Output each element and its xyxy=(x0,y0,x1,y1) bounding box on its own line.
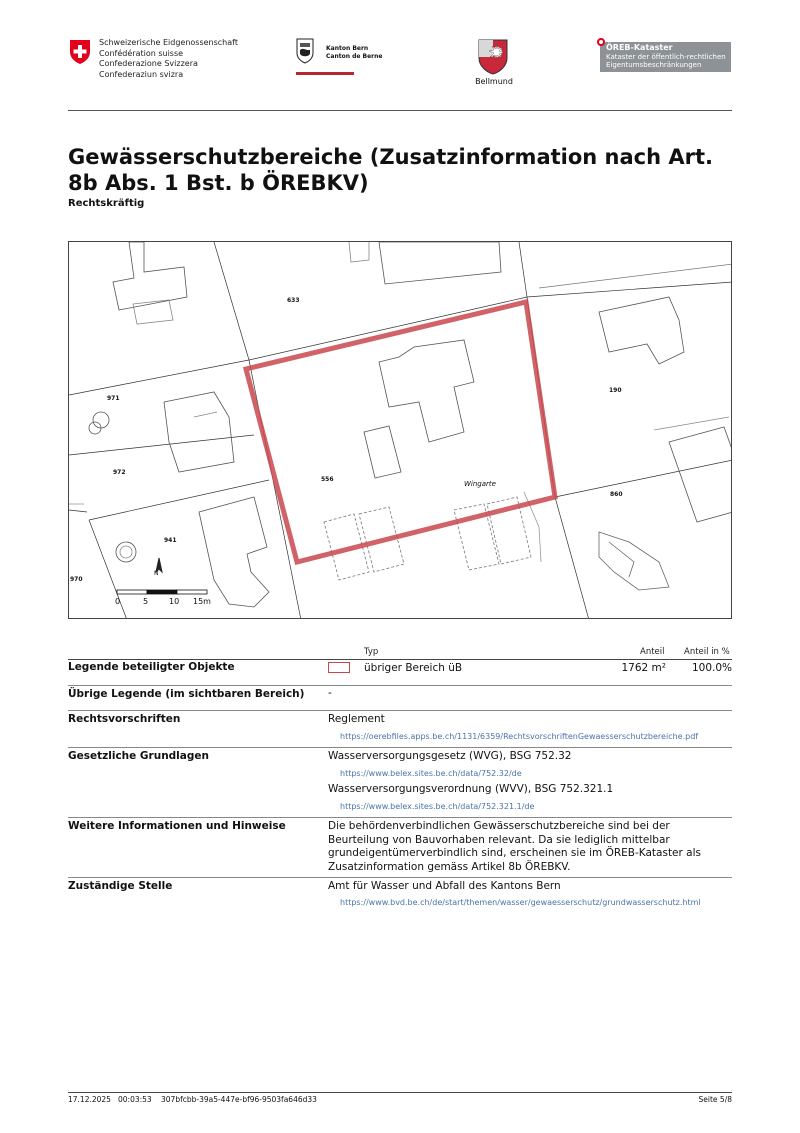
map-svg xyxy=(69,242,732,619)
confederation-line-rm: Confederaziun svizra xyxy=(99,69,184,79)
footer-divider xyxy=(68,1092,732,1093)
north-label: N xyxy=(154,570,159,577)
legend-type: übriger Bereich üB xyxy=(364,662,463,674)
parcel-label-556: 556 xyxy=(321,476,334,483)
stelle-link[interactable]: https://www.bvd.be.ch/de/start/themen/wasser/gewaesserschutz/grundwasserschutz.html xyxy=(340,898,701,907)
footer-page: Seite 5/8 xyxy=(698,1095,732,1104)
col-header-share-pct: Anteil in % xyxy=(684,647,730,657)
legend-swatch xyxy=(328,662,350,673)
hinweise-line-3: grundeigentümerverbindlich sind, erscheinen sie im ÖREB-Kataster als xyxy=(328,847,701,859)
canton-text xyxy=(326,45,382,61)
footer-id: 307bfcbb-39a5-447e-bf96-9503fa646d33 xyxy=(161,1095,317,1104)
legend-pct: 100.0% xyxy=(691,662,732,674)
oereb-marker-icon xyxy=(597,38,605,46)
col-header-share: Anteil xyxy=(640,647,665,657)
parcel-label-941: 941 xyxy=(164,537,177,544)
page-title: Gewässerschutzbereiche (Zusatzinformation nach Art. 8b Abs. 1 Bst. b ÖREBKV) xyxy=(68,145,713,195)
footer-date: 17.12.2025 xyxy=(68,1095,111,1104)
confederation-line-fr: Confédération suisse xyxy=(99,48,184,58)
rechtsvorschriften-label: Rechtsvorschriften xyxy=(68,713,181,725)
rechtsvorschriften-link[interactable]: https://oerebfiles.apps.be.ch/1131/6359/RechtsvorschriftenGewaesserschutzbereiche.pdf xyxy=(340,732,699,741)
scale-label-15m: 15m xyxy=(193,597,211,606)
row-divider-3 xyxy=(68,747,732,748)
hinweise-line-4: Zusatzinformation gemäss Artikel 8b ÖREBKV. xyxy=(328,860,571,873)
cadastral-map[interactable] xyxy=(68,241,732,619)
scale-label-10: 10 xyxy=(169,597,180,606)
grundlagen-label: Gesetzliche Grundlagen xyxy=(68,750,209,762)
parcel-label-860: 860 xyxy=(610,491,623,498)
hinweise-line-2: Beurteilung von Bauvorhaben relevant. Da sie lediglich mittelbar xyxy=(328,833,670,846)
grundlagen-2: Wasserversorgungsverordnung (WVV), BSG 752.321.1 xyxy=(328,783,614,795)
row-divider-4 xyxy=(68,817,732,818)
row-divider-2 xyxy=(68,710,732,711)
other-legend-label: Übrige Legende (im sichtbaren Bereich) xyxy=(68,688,305,700)
parcel-label-972: 972 xyxy=(113,469,126,476)
swiss-coat-of-arms-icon xyxy=(69,39,91,65)
grundlagen-1: Wasserversorgungsgesetz (WVG), BSG 752.32 xyxy=(328,750,572,762)
bellmund-coat-of-arms-icon xyxy=(477,38,509,76)
parcel-label-633: 633 xyxy=(287,297,300,304)
bern-bear-icon xyxy=(296,38,314,64)
rechtsvorschriften-value: Reglement xyxy=(328,713,385,725)
oereb-subtitle-1: Kataster der öffentlich-rechtlichen xyxy=(606,53,726,61)
municipality-name: Bellmund xyxy=(475,77,513,86)
stelle-label: Zuständige Stelle xyxy=(68,880,173,892)
scale-label-0: 0 xyxy=(115,597,121,606)
grundlagen-2-link[interactable]: https://www.belex.sites.be.ch/data/752.321.1/de xyxy=(340,802,535,811)
row-divider-5 xyxy=(68,877,732,878)
hinweise-text xyxy=(328,820,701,874)
street-label: Wingarte xyxy=(464,480,496,488)
confederation-text xyxy=(99,38,238,80)
legend-label: Legende beteiligter Objekte xyxy=(68,661,235,673)
canton-line-fr: Canton de Berne xyxy=(326,53,383,60)
oereb-title: ÖREB-Kataster xyxy=(606,43,673,52)
highlighted-parcel xyxy=(246,302,555,562)
oereb-subtitle-2: Eigentumsbeschränkungen xyxy=(606,61,702,69)
confederation-line-it: Confederazione Svizzera xyxy=(99,59,198,68)
status-label: Rechtskräftig xyxy=(68,198,145,209)
hinweise-line-1: Die behördenverbindlichen Gewässerschutzbereiche sind bei der xyxy=(328,820,670,832)
confederation-line-de: Schweizerische Eidgenossenschaft xyxy=(99,38,238,47)
oereb-logo xyxy=(600,42,731,72)
hinweise-label: Weitere Informationen und Hinweise xyxy=(68,820,286,832)
parcel-label-970: 970 xyxy=(70,576,83,583)
canton-line-de: Kanton Bern xyxy=(326,45,369,52)
parcel-label-971: 971 xyxy=(107,395,120,402)
grundlagen-1-link[interactable]: https://www.belex.sites.be.ch/data/752.32/de xyxy=(340,769,522,778)
scale-bar xyxy=(117,590,207,594)
col-header-type: Typ xyxy=(364,647,379,657)
parcel-label-190: 190 xyxy=(609,387,622,394)
scale-label-5: 5 xyxy=(143,597,149,606)
stelle-value: Amt für Wasser und Abfall des Kantons Bern xyxy=(328,880,561,892)
footer-time: 00:03:53 xyxy=(118,1095,152,1104)
row-divider-1 xyxy=(68,685,732,686)
legend-share: 1762 m² xyxy=(621,662,666,674)
other-legend-value: - xyxy=(328,687,332,699)
header-divider xyxy=(68,110,732,111)
table-head-divider xyxy=(68,659,732,660)
canton-red-bar xyxy=(296,72,354,75)
